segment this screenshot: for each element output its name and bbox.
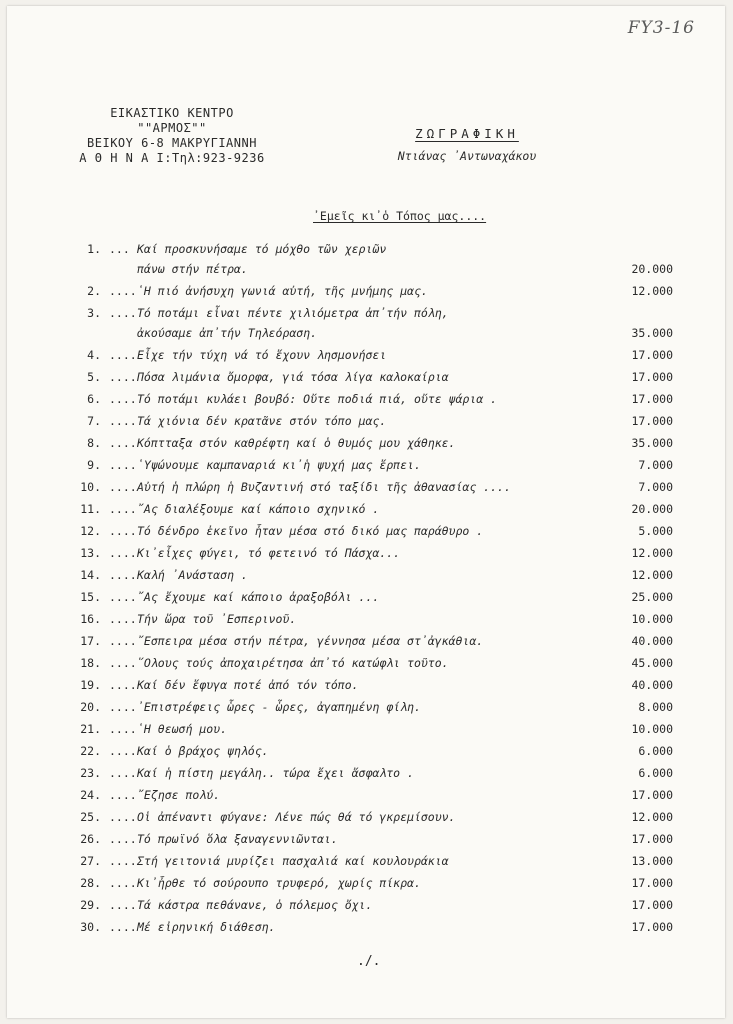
artwork-title-line: Καί δέν ἔφυγα ποτέ ἀπό τόν τόπο. — [137, 678, 359, 692]
artwork-title — [137, 499, 607, 519]
item-number: 27. — [80, 854, 101, 868]
artwork-title-line: ῎Εζησε πολύ. — [137, 788, 221, 802]
artwork-price: 17.000 — [631, 876, 673, 890]
artwork-price: 17.000 — [631, 392, 673, 406]
organization-header — [77, 106, 267, 166]
artwork-title — [137, 851, 607, 871]
org-line: Α Θ Η Ν Α Ι:Τηλ:923-9236 — [79, 151, 265, 165]
artwork-title — [137, 719, 607, 739]
artwork-title-line: Κόπτταξα στόν καθρέφτη καί ὁ θυμός μου χάθηκε. — [137, 436, 456, 450]
item-number: 2. — [87, 284, 101, 298]
item-number: 26. — [80, 832, 101, 846]
item-number: 19. — [80, 678, 101, 692]
document-title: ΖΩΓΡΑΦΙΚΗ — [415, 126, 519, 141]
leader-dots: .... — [109, 810, 137, 824]
leader-dots: .... — [109, 766, 137, 780]
handwritten-reference: FY3-16 — [627, 18, 695, 38]
artwork-title-line: ῎Ας ἔχουμε καί κάποιο ἀραξοβόλι ... — [137, 590, 380, 604]
artwork-title — [137, 741, 607, 761]
item-number: 22. — [80, 744, 101, 758]
artwork-title-line: Στή γειτονιά μυρίζει πασχαλιά καί κουλουράκια — [137, 854, 449, 868]
artwork-title-line: Πόσα λιμάνια ὄμορφα, γιά τόσα λίγα καλοκαίρια — [137, 370, 449, 384]
list-item — [7, 586, 725, 608]
item-number: 29. — [80, 898, 101, 912]
exhibition-title: ᾿Εμεῖς κι᾿ὁ Τόπος μας.... — [313, 209, 487, 223]
leader-dots: .... — [109, 306, 137, 320]
item-number: 7. — [87, 414, 101, 428]
artwork-title-line: ῾Η πιό ἀνήσυχη γωνιά αὐτή, τῆς μνήμης μας. — [137, 284, 428, 298]
leader-dots: .... — [109, 678, 137, 692]
artwork-title — [137, 281, 607, 301]
artwork-title — [137, 609, 607, 629]
artwork-title-line: Καί ὁ βράχος ψηλός. — [137, 744, 269, 758]
artwork-title — [137, 785, 607, 805]
list-item — [7, 850, 725, 872]
leader-dots: .... — [109, 524, 137, 538]
item-number: 5. — [87, 370, 101, 384]
artwork-price: 12.000 — [631, 284, 673, 298]
artwork-title — [137, 303, 607, 343]
artwork-title-line: Μέ εἰρηνική διάθεση. — [137, 920, 276, 934]
list-item — [7, 806, 725, 828]
item-number: 16. — [80, 612, 101, 626]
leader-dots: .... — [109, 832, 137, 846]
org-line: ""ΑΡΜΟΣ"" — [137, 121, 207, 135]
artwork-price: 17.000 — [631, 920, 673, 934]
artwork-title — [137, 239, 607, 279]
leader-dots: .... — [109, 502, 137, 516]
list-item — [7, 432, 725, 454]
leader-dots: .... — [109, 370, 137, 384]
artwork-price: 10.000 — [631, 722, 673, 736]
list-item — [7, 238, 725, 280]
artwork-title-line: ῞Ολους τούς ἀποχαιρέτησα ἀπ᾿τό κατώφλι τοῦτο. — [137, 656, 449, 670]
leader-dots: .... — [109, 788, 137, 802]
artwork-price: 7.000 — [638, 458, 673, 472]
leader-dots: .... — [109, 744, 137, 758]
leader-dots: .... — [109, 920, 137, 934]
artwork-title-line: ῾Υψώνουμε καμπαναριά κι᾿ἡ ψυχή μας ἔρπει. — [137, 458, 421, 472]
leader-dots: .... — [109, 458, 137, 472]
artwork-title-line: Τό ποτάμι εἶναι πέντε χιλιόμετρα ἀπ᾿τήν πόλη, — [137, 306, 449, 320]
list-item — [7, 674, 725, 696]
artwork-title-line: Τά χιόνια δέν κρατᾶνε στόν τόπο μας. — [137, 414, 387, 428]
list-item — [7, 520, 725, 542]
list-item — [7, 476, 725, 498]
leader-dots: .... — [109, 898, 137, 912]
item-number: 18. — [80, 656, 101, 670]
leader-dots: .... — [109, 284, 137, 298]
document-page — [7, 6, 725, 1018]
artwork-price: 13.000 — [631, 854, 673, 868]
artwork-title-line: Εἶχε τήν τύχη νά τό ἔχουν λησμονήσει — [137, 348, 387, 362]
item-number: 6. — [87, 392, 101, 406]
item-number: 10. — [80, 480, 101, 494]
artwork-price: 17.000 — [631, 370, 673, 384]
list-item — [7, 784, 725, 806]
artwork-price: 12.000 — [631, 568, 673, 582]
list-item — [7, 280, 725, 302]
artwork-title — [137, 675, 607, 695]
list-item — [7, 388, 725, 410]
artwork-title-line: Τά κάστρα πεθάνανε, ὁ πόλεμος ὄχι. — [137, 898, 373, 912]
artwork-title-line: Τό δένδρο ἐκεῖνο ἦταν μέσα στό δικό μας παράθυρο . — [137, 524, 484, 538]
artwork-title — [137, 631, 607, 651]
artwork-title — [137, 367, 607, 387]
list-item — [7, 564, 725, 586]
item-number: 13. — [80, 546, 101, 560]
list-item — [7, 762, 725, 784]
org-line: ΒΕΙΚΟΥ 6-8 ΜΑΚΡΥΓΙΑΝΝΗ — [87, 136, 257, 150]
artwork-title-line: ἀκούσαμε ἀπ᾿τήν Τηλεόραση. — [137, 326, 318, 340]
leader-dots: .... — [109, 568, 137, 582]
artwork-price: 35.000 — [631, 436, 673, 450]
list-item — [7, 630, 725, 652]
artwork-price: 35.000 — [631, 326, 673, 340]
artwork-price: 40.000 — [631, 634, 673, 648]
item-number: 28. — [80, 876, 101, 890]
list-item — [7, 410, 725, 432]
item-number: 4. — [87, 348, 101, 362]
item-number: 17. — [80, 634, 101, 648]
item-number: 1. — [87, 242, 101, 256]
item-number: 15. — [80, 590, 101, 604]
item-number: 11. — [80, 502, 101, 516]
artwork-price: 12.000 — [631, 810, 673, 824]
artwork-title-line: Καί ἡ πίστη μεγάλη.. τώρα ἔχει ἄσφαλτο . — [137, 766, 414, 780]
artwork-title-line: ῎Εσπειρα μέσα στήν πέτρα, γέννησα μέσα στ᾿ἀγκάθια. — [137, 634, 484, 648]
artwork-price: 6.000 — [638, 766, 673, 780]
artwork-title — [137, 587, 607, 607]
leader-dots: .... — [109, 480, 137, 494]
artwork-title — [137, 521, 607, 541]
item-number: 21. — [80, 722, 101, 736]
leader-dots: .... — [109, 436, 137, 450]
leader-dots: .... — [109, 634, 137, 648]
artwork-price: 5.000 — [638, 524, 673, 538]
end-mark: ./. — [357, 954, 381, 969]
artwork-title-line: ῾Η θεωσή μου. — [137, 722, 228, 736]
list-item — [7, 894, 725, 916]
list-item — [7, 344, 725, 366]
item-number: 12. — [80, 524, 101, 538]
list-item — [7, 652, 725, 674]
list-item — [7, 542, 725, 564]
leader-dots: .... — [109, 700, 137, 714]
artwork-title-line: Κι᾿εἶχες φύγει, τό φετεινό τό Πάσχα... — [137, 546, 401, 560]
artwork-list — [7, 238, 725, 938]
list-item — [7, 740, 725, 762]
item-number: 30. — [80, 920, 101, 934]
artwork-title — [137, 411, 607, 431]
artwork-title — [137, 543, 607, 563]
artwork-title-line: ᾿Επιστρέφεις ὧρες - ὧρες, ἀγαπημένη φίλη. — [137, 700, 421, 714]
artwork-price: 25.000 — [631, 590, 673, 604]
artwork-title — [137, 477, 607, 497]
item-number: 9. — [87, 458, 101, 472]
artwork-title-line: Τό ποτάμι κυλάει βουβό: Οὔτε ποδιά πιά, οὔτε ψάρια . — [137, 392, 498, 406]
artwork-title — [137, 389, 607, 409]
artwork-title — [137, 917, 607, 937]
artwork-price: 40.000 — [631, 678, 673, 692]
artwork-title — [137, 829, 607, 849]
artwork-title — [137, 763, 607, 783]
artwork-title — [137, 697, 607, 717]
artwork-title — [137, 895, 607, 915]
leader-dots: .... — [109, 590, 137, 604]
artwork-title-line: Αὐτή ἡ πλώρη ἡ Βυζαντινή στό ταξίδι τῆς ἀθανασίας .... — [137, 480, 511, 494]
list-item — [7, 608, 725, 630]
leader-dots: .... — [109, 854, 137, 868]
artwork-title-line: Οἱ ἀπέναντι φύγανε: Λένε πώς θά τό γκρεμίσουν. — [137, 810, 456, 824]
leader-dots: .... — [109, 546, 137, 560]
artwork-title — [137, 433, 607, 453]
leader-dots: .... — [109, 722, 137, 736]
list-item — [7, 498, 725, 520]
artwork-title — [137, 565, 607, 585]
artwork-price: 6.000 — [638, 744, 673, 758]
item-number: 3. — [87, 306, 101, 320]
artwork-title-line: Καί προσκυνήσαμε τό μόχθο τῶν χεριῶν — [137, 242, 387, 256]
artwork-title — [137, 653, 607, 673]
artwork-title-line: Τό πρωϊνό ὅλα ξαναγεννιῶνται. — [137, 832, 338, 846]
title-block — [387, 126, 547, 163]
list-item — [7, 916, 725, 938]
artwork-price: 20.000 — [631, 262, 673, 276]
artwork-title-line: ῎Ας διαλέξουμε καί κάποιο σχηνικό . — [137, 502, 380, 516]
item-number: 25. — [80, 810, 101, 824]
artwork-price: 8.000 — [638, 700, 673, 714]
item-number: 14. — [80, 568, 101, 582]
item-number: 24. — [80, 788, 101, 802]
artwork-price: 17.000 — [631, 348, 673, 362]
artwork-title — [137, 807, 607, 827]
artwork-title-line: Κι᾿ἦρθε τό σούρουπο τρυφερό, χωρίς πίκρα. — [137, 876, 421, 890]
leader-dots: .... — [109, 656, 137, 670]
leader-dots: .... — [109, 348, 137, 362]
artwork-price: 45.000 — [631, 656, 673, 670]
leader-dots: .... — [109, 414, 137, 428]
artwork-price: 17.000 — [631, 788, 673, 802]
leader-dots: .... — [109, 876, 137, 890]
artwork-price: 20.000 — [631, 502, 673, 516]
artist-name: Ντιάνας ᾿Αντωναχάκου — [397, 149, 537, 163]
leader-dots: ... — [109, 242, 130, 256]
list-item — [7, 696, 725, 718]
artwork-title-line: Καλή ᾿Ανάσταση . — [137, 568, 248, 582]
item-number: 20. — [80, 700, 101, 714]
list-item — [7, 366, 725, 388]
list-item — [7, 718, 725, 740]
artwork-title-line: Τήν ὥρα τοῦ ᾿Εσπερινοῦ. — [137, 612, 297, 626]
leader-dots: .... — [109, 392, 137, 406]
item-number: 23. — [80, 766, 101, 780]
artwork-title — [137, 345, 607, 365]
org-line: ΕΙΚΑΣΤΙΚΟ ΚΕΝΤΡΟ — [110, 106, 234, 120]
leader-dots: .... — [109, 612, 137, 626]
artwork-title — [137, 455, 607, 475]
item-number: 8. — [87, 436, 101, 450]
artwork-price: 17.000 — [631, 898, 673, 912]
list-item — [7, 872, 725, 894]
artwork-price: 10.000 — [631, 612, 673, 626]
artwork-price: 7.000 — [638, 480, 673, 494]
list-item — [7, 828, 725, 850]
list-item — [7, 302, 725, 344]
artwork-price: 12.000 — [631, 546, 673, 560]
artwork-price: 17.000 — [631, 414, 673, 428]
artwork-title-line: πάνω στήν πέτρα. — [137, 262, 248, 276]
list-item — [7, 454, 725, 476]
artwork-title — [137, 873, 607, 893]
artwork-price: 17.000 — [631, 832, 673, 846]
